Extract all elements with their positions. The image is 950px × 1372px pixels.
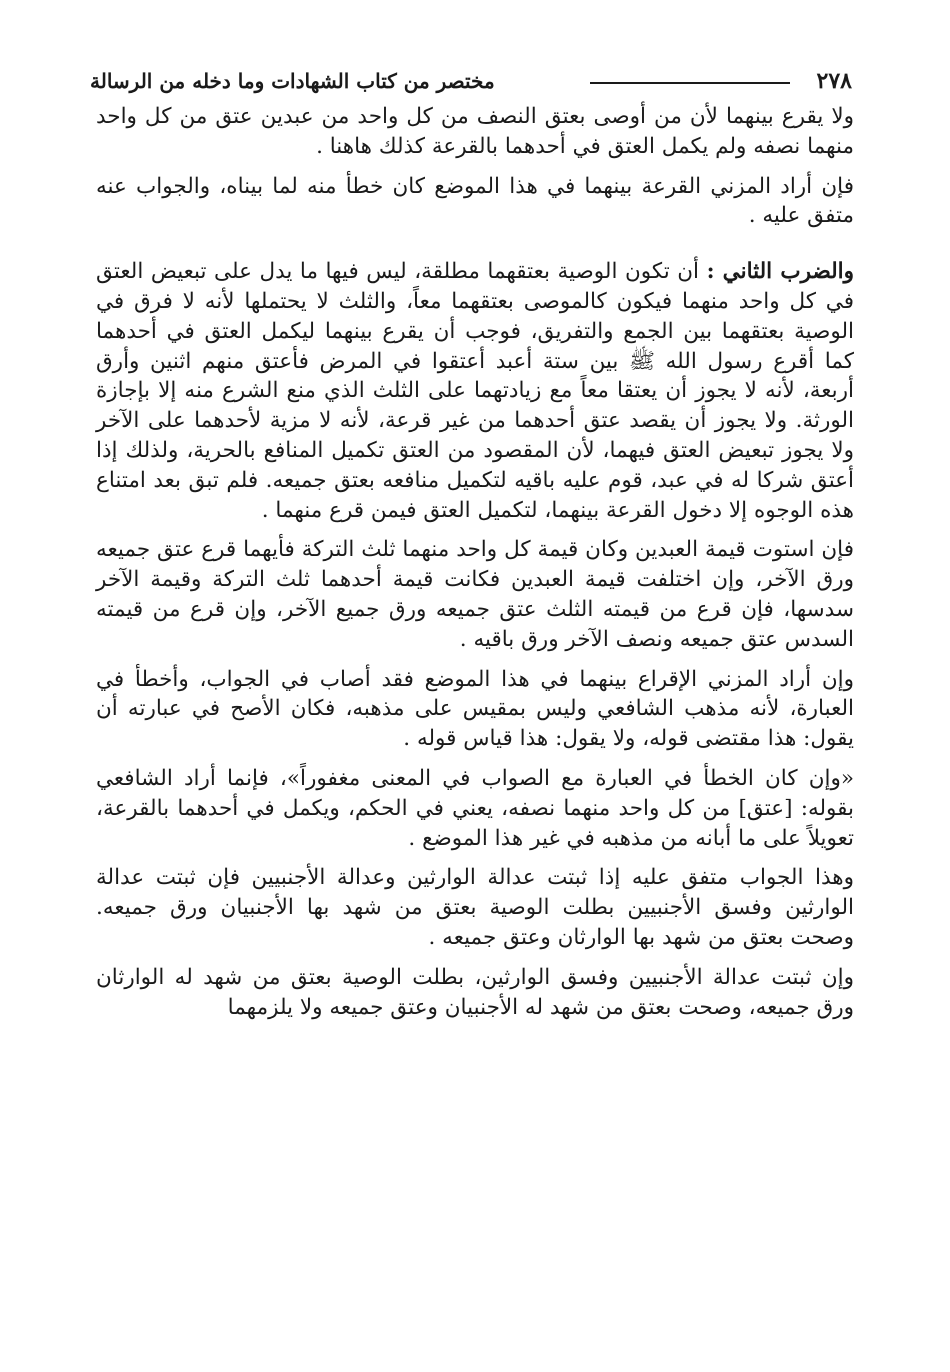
paragraph-lead: والضرب الثاني : xyxy=(706,259,854,285)
header-rule xyxy=(590,82,790,84)
paragraph-text: فإن استوت قيمة العبدين وكان قيمة كل واحد منهما ثلث التركة فأيهما قرع عتق جميعه ورق الآخر، وإن اختلفت قيمة العبدين فكانت قيمة أحدهما ثلث التركة وقيمة الآخر سدسها، فإن قرع من قيمته الثلث عتق جميعه ورق جميع الآخر، وإن قرع من قيمته السدس عتق جميعه ونصف الآخر ورق باقيه . xyxy=(96,537,854,652)
paragraph-text: وإن أراد المزني الإقراع بينهما في هذا الموضع فقد أصاب في الجواب، وأخطأ في العبارة، لأنه مذهب الشافعي وليس بمقيس على مذهبه، فكان الأصح في عبارته أن يقول: هذا مقتضى قوله، ولا يقول: هذا قياس قوله . xyxy=(96,666,854,752)
running-title: مختصر من كتاب الشهادات وما دخله من الرسالة xyxy=(90,69,495,93)
paragraph xyxy=(96,257,854,525)
paragraph-text: أن تكون الوصية بعتقهما مطلقة، ليس فيها ما يدل على تبعيض العتق في كل واحد منهما فيكون كالموصى بعتقهما معاً، والثلث لا يحتملها لأنه لا فرق في الوصية بعتقهما بين الجمع والتفريق، فوجب أن يقرع بينهما ليكمل العتق في أحدهما كما أقرع رسول الله ﷺ بين ستة أعبد أعتقوا في المرض فأعتق منهم اثنين وأرق أربعة، لأنه لا يجوز أن يعتقا معاً مع زيادتهما على الثلث الذي منع الشرع منه إلا بإجازة الورثة. ولا يجوز أن يقصد عتق أحدهما من غير قرعة، لأنه لا مزية لأحدهما على الآخر ولا يجوز تبعيض العتق فيهما، لأن المقصود من العتق تكميل المنافع بالحرية، ولذلك إذا أعتق شركا له في عبد، قوم عليه باقيه لتكميل منافعه بعتق جميعه. فلم تبق بعد امتناع هذه الوجوه إلا دخول القرعة بينهما، لتكميل العتق فيمن قرع منهما . xyxy=(96,259,854,523)
paragraph-text: ولا يقرع بينهما لأن من أوصى بعتق النصف من كل واحد من عبدين عتق من كل واحد منهما نصفه ولم يكمل العتق في أحدهما بالقرعة كذلك هاهنا . xyxy=(96,104,854,159)
paragraph-text: وهذا الجواب متفق عليه إذا ثبتت عدالة الوارثين وعدالة الأجنبيين فإن ثبتت عدالة الوارثين وفسق الأجنبيين بطلت الوصية بعتق من شهد بها الأجنبيان ورق جميعه. وصحت بعتق من شهد بها الوارثان وعتق جميعه . xyxy=(96,865,854,950)
paragraph xyxy=(96,535,854,654)
running-header xyxy=(90,62,860,98)
paragraph-text: وإن ثبتت عدالة الأجنبيين وفسق الوارثين، بطلت الوصية بعتق من شهد له الوارثان ورق جميعه، وصحت بعتق من شهد له الأجنبيان وعتق جميعه ولا يلزمهما xyxy=(96,964,854,1020)
page-number: ٢٧٨ xyxy=(816,68,852,94)
paragraph xyxy=(96,665,854,754)
paragraph xyxy=(96,172,854,232)
paragraph xyxy=(96,963,854,1023)
paragraph-text: «وإن كان الخطأ في العبارة مع الصواب في المعنى مغفوراً»، فإنما أراد الشافعي بقوله: [عتق] من كل واحد منهما نصفه، يعني في الحكم، ويكمل في أحدهما بالقرعة، تعويلاً على ما أبانه من مذهبه في غير هذا الموضع . xyxy=(96,765,854,851)
paragraph xyxy=(96,102,854,162)
body-text xyxy=(96,102,854,1032)
paragraph xyxy=(96,863,854,952)
paragraph-text: فإن أراد المزني القرعة بينهما في هذا الموضع كان خطأ منه لما بيناه، والجواب عنه متفق عليه . xyxy=(96,173,854,229)
paragraph xyxy=(96,764,854,853)
